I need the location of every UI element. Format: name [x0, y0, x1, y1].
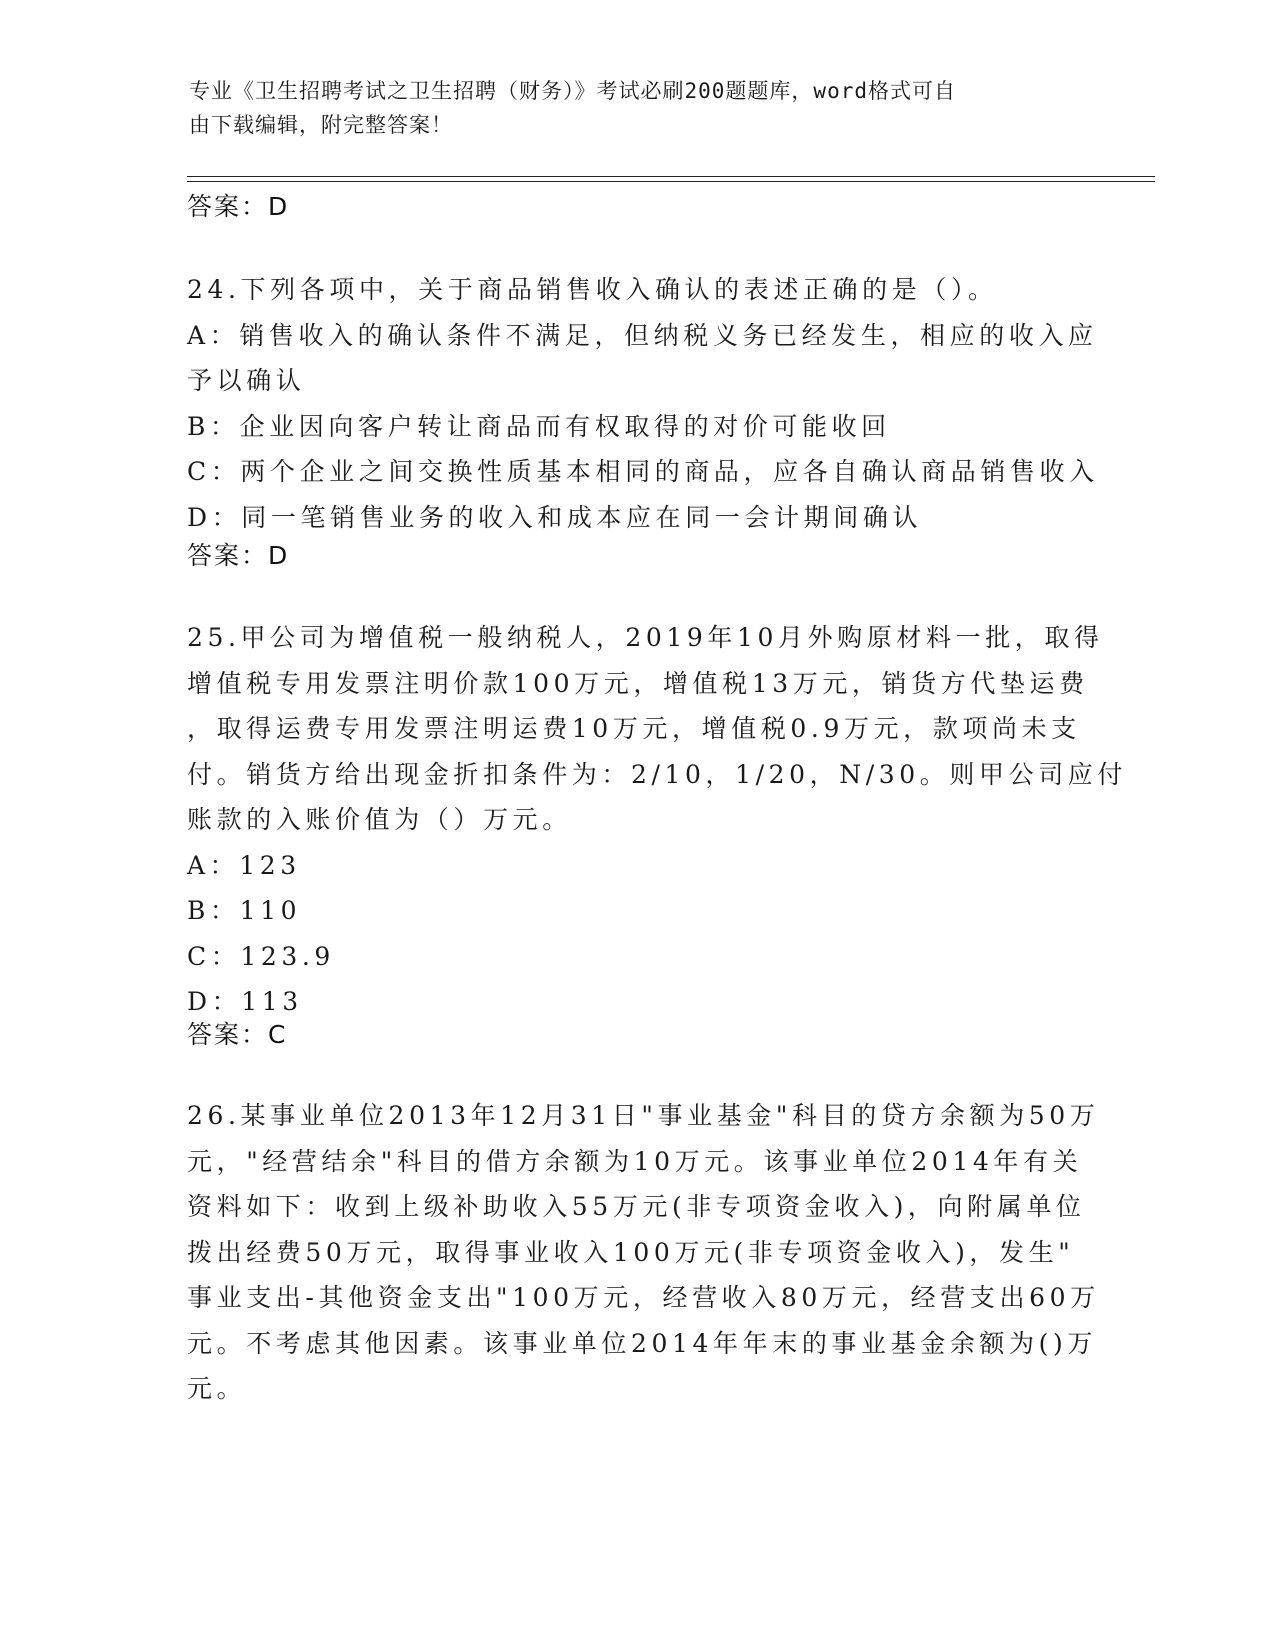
question-stem-line: 拨出经费50万元，取得事业收入100万元(非专项资金收入)，发生": [187, 1237, 1075, 1267]
option-a: A：销售收入的确认条件不满足，但纳税义务已经发生，相应的收入应: [187, 320, 1098, 350]
option-d: D：同一笔销售业务的收入和成本应在同一会计期间确认: [187, 502, 923, 532]
option-a: A：123: [187, 850, 301, 880]
question-stem-line: 元。不考虑其他因素。该事业单位2014年年末的事业基金余额为()万: [187, 1328, 1097, 1358]
question-stem-line: 事业支出-其他资金支出"100万元，经营收入80万元，经营支出60万: [187, 1283, 1100, 1312]
question-26: [187, 1093, 1100, 1412]
question-stem-line: 元。: [187, 1374, 247, 1403]
header-divider-second: [187, 181, 1155, 182]
option-c: C：123.9: [187, 941, 335, 971]
question-stem-line: 账款的入账价值为（）万元。: [187, 805, 572, 834]
header-divider: [187, 176, 1155, 177]
question-stem-line: 增值税专用发票注明价款100万元，增值税13万元，销货方代垫运费: [187, 668, 1089, 698]
document-header: [189, 74, 1069, 142]
option-b: B：企业因向客户转让商品而有权取得的对价可能收回: [187, 411, 891, 441]
question-25: [187, 615, 1127, 1025]
question-stem-line: 付。销货方给出现金折扣条件为：2/10，1/20，N/30。则甲公司应付: [187, 759, 1127, 789]
answer-24: 答案：D: [187, 541, 290, 570]
option-a-continued: 予以确认: [187, 366, 306, 395]
header-line-2: 由下载编辑，附完整答案！: [189, 113, 453, 137]
answer-25: 答案：C: [187, 1020, 288, 1049]
question-stem-line: 资料如下：收到上级补助收入55万元(非专项资金收入)，向附属单位: [187, 1192, 1086, 1221]
previous-answer: 答案：D: [187, 192, 290, 221]
question-stem-line: 25.甲公司为增值税一般纳税人，2019年10月外购原材料一批，取得: [187, 623, 1104, 652]
header-line-1: 专业《卫生招聘考试之卫生招聘（财务）》考试必刷200题题库，word格式可自: [189, 79, 956, 103]
question-stem-line: 26.某事业单位2013年12月31日"事业基金"科目的贷方余额为50万: [187, 1101, 1100, 1130]
question-stem-line: 元，"经营结余"科目的借方余额为10万元。该事业单位2014年有关: [187, 1146, 1083, 1176]
question-stem-line: 24.下列各项中，关于商品销售收入确认的表述正确的是（）。: [187, 275, 998, 304]
question-24: [187, 267, 1099, 540]
option-b: B：110: [187, 896, 302, 925]
option-c: C：两个企业之间交换性质基本相同的商品，应各自确认商品销售收入: [187, 457, 1099, 486]
question-stem-line: ，取得运费专用发票注明运费10万元，增值税0.9万元，款项尚未支: [187, 714, 1081, 743]
option-d: D：113: [187, 987, 303, 1016]
